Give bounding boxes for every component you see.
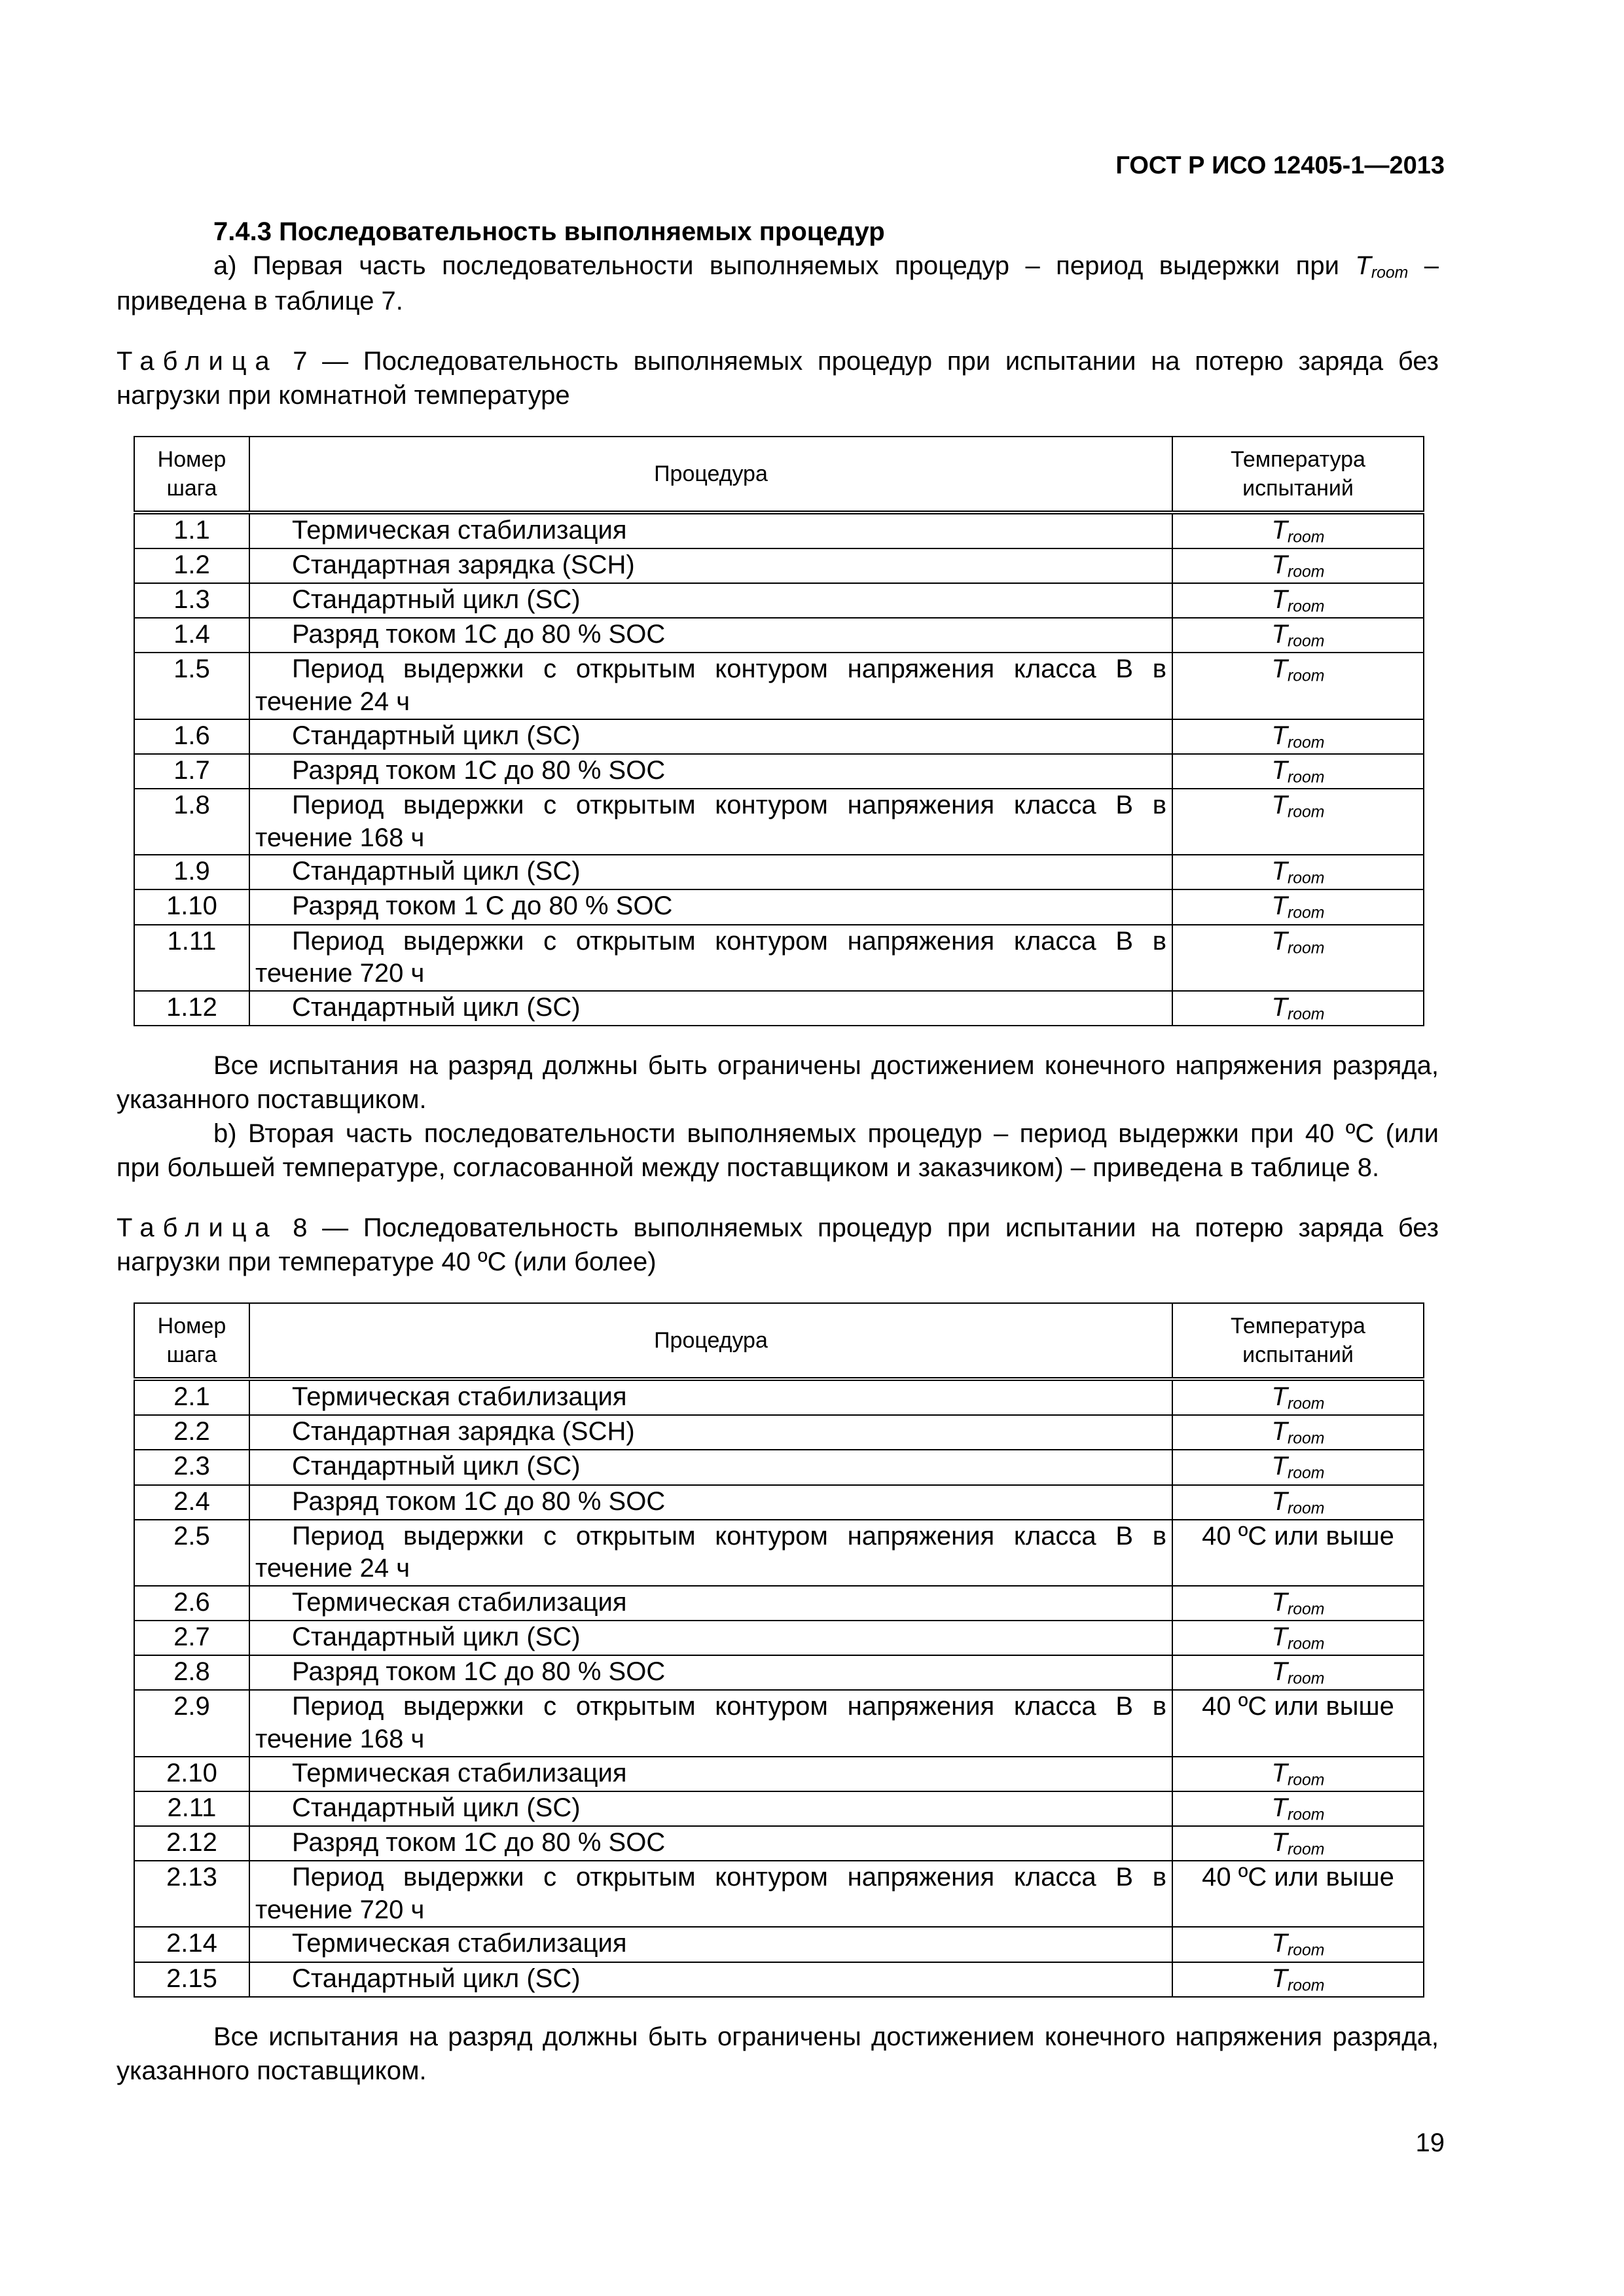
step-temperature: $T_{room}$ <box>1172 1586 1424 1621</box>
step-procedure-cell <box>249 1927 1172 1962</box>
table8-row <box>134 1485 1424 1520</box>
table8-row <box>134 1861 1424 1927</box>
paragraph-a-after: – приведена в таблице 7. <box>117 251 1439 315</box>
step-procedure: Термическая стабилизация <box>292 1929 627 1958</box>
table8-row <box>134 1586 1424 1621</box>
step-temperature: 40 ºС или выше <box>1172 1520 1424 1586</box>
step-number: 1.12 <box>134 991 249 1026</box>
page-content <box>117 215 1439 2088</box>
step-procedure: Разряд током 1C до 80 % SOC <box>292 755 666 785</box>
step-procedure-cell <box>249 618 1172 653</box>
table8-row <box>134 1791 1424 1826</box>
step-procedure-cell <box>249 583 1172 618</box>
step-procedure: Разряд током 1C до 80 % SOC <box>292 1657 666 1687</box>
table7-row <box>134 512 1424 548</box>
section-title: 7.4.3 Последовательность выполняемых процедур <box>213 217 885 246</box>
step-number: 1.9 <box>134 855 249 889</box>
document-code-header: ГОСТ Р ИСО 12405-1—2013 <box>1115 152 1445 179</box>
step-procedure: Стандартный цикл (SC) <box>292 1623 581 1652</box>
step-number: 2.4 <box>134 1485 249 1520</box>
step-number: 1.5 <box>134 653 249 719</box>
table7-header-temp: Температура испытаний <box>1172 437 1424 512</box>
step-temperature: $T_{room}$ <box>1172 1621 1424 1655</box>
step-procedure-cell <box>249 548 1172 583</box>
temp-symbol: T <box>1355 251 1371 280</box>
table8-header-step: Номер шага <box>134 1303 249 1379</box>
step-procedure-cell <box>249 925 1172 991</box>
step-number: 2.10 <box>134 1757 249 1791</box>
step-number: 2.2 <box>134 1415 249 1450</box>
step-procedure: Стандартный цикл (SC) <box>292 992 581 1022</box>
table8-row <box>134 1621 1424 1655</box>
table7-row <box>134 653 1424 719</box>
step-procedure: Период выдержки с открытым контуром напряжения класса В в течение 24 ч <box>255 1521 1166 1583</box>
step-procedure-cell <box>249 1415 1172 1450</box>
table7-row <box>134 719 1424 754</box>
table8-row <box>134 1690 1424 1756</box>
table8-row <box>134 1450 1424 1484</box>
step-procedure-cell <box>249 1655 1172 1690</box>
table8-header-procedure: Процедура <box>249 1303 1172 1379</box>
step-procedure-cell <box>249 719 1172 754</box>
paragraph-b: b) Вторая часть последовательности выполняемых процедур – период выдержки при 40 ºС (или при большей температуре, согласованной между поставщиком и заказчиком) – приведена в таблице 8. <box>117 1119 1439 1182</box>
step-procedure: Разряд током 1C до 80 % SOC <box>292 1828 666 1857</box>
table7-caption-text: 7 — Последовательность выполняемых процедур при испытании на потерю заряда без нагрузки при комнатной температуре <box>117 346 1439 410</box>
step-procedure-cell <box>249 653 1172 719</box>
step-number: 2.15 <box>134 1962 249 1997</box>
step-procedure: Стандартный цикл (SC) <box>292 585 581 615</box>
step-temperature: $T_{room}$ <box>1172 548 1424 583</box>
step-temperature: $T_{room}$ <box>1172 925 1424 991</box>
step-procedure-cell <box>249 789 1172 855</box>
step-procedure: Стандартный цикл (SC) <box>292 1452 581 1481</box>
step-number: 1.1 <box>134 512 249 548</box>
table8-body <box>134 1379 1424 1997</box>
table7-row <box>134 925 1424 991</box>
step-procedure: Стандартный цикл (SC) <box>292 1964 581 1993</box>
step-procedure-cell <box>249 855 1172 889</box>
step-number: 2.3 <box>134 1450 249 1484</box>
step-temperature: $T_{room}$ <box>1172 512 1424 548</box>
step-procedure-cell <box>249 1450 1172 1484</box>
step-procedure-cell <box>249 889 1172 924</box>
table7-row <box>134 754 1424 789</box>
step-number: 1.4 <box>134 618 249 653</box>
step-temperature: $T_{room}$ <box>1172 618 1424 653</box>
step-number: 2.12 <box>134 1826 249 1861</box>
step-procedure-cell <box>249 1861 1172 1927</box>
step-number: 1.2 <box>134 548 249 583</box>
step-procedure: Термическая стабилизация <box>292 515 627 545</box>
step-temperature: $T_{room}$ <box>1172 1655 1424 1690</box>
step-procedure: Термическая стабилизация <box>292 1758 627 1787</box>
step-temperature: $T_{room}$ <box>1172 583 1424 618</box>
step-temperature: $T_{room}$ <box>1172 1826 1424 1861</box>
table8-caption-text: 8 — Последовательность выполняемых процедур при испытании на потерю заряда без нагрузки при температуре 40 ºС (или более) <box>117 1213 1439 1276</box>
table8-note: Все испытания на разряд должны быть ограничены достижением конечного напряжения разряда, указанного поставщиком. <box>117 2022 1439 2085</box>
table7-row <box>134 789 1424 855</box>
table8-header-row <box>134 1303 1424 1379</box>
temp-symbol-sub: room <box>1371 264 1409 282</box>
page-number: 19 <box>1415 2128 1445 2157</box>
table7-caption <box>117 344 1439 412</box>
step-procedure: Стандартный цикл (SC) <box>292 857 581 886</box>
table8-header-temp: Температура испытаний <box>1172 1303 1424 1379</box>
step-temperature: $T_{room}$ <box>1172 1927 1424 1962</box>
step-temperature: $T_{room}$ <box>1172 719 1424 754</box>
step-temperature: $T_{room}$ <box>1172 1962 1424 1997</box>
step-temperature: $T_{room}$ <box>1172 1415 1424 1450</box>
step-temperature: 40 ºС или выше <box>1172 1690 1424 1756</box>
step-procedure-cell <box>249 1690 1172 1756</box>
table8-row <box>134 1826 1424 1861</box>
step-procedure: Разряд током 1C до 80 % SOC <box>292 1486 666 1516</box>
table7-row <box>134 583 1424 618</box>
step-procedure: Стандартная зарядка (SCH) <box>292 550 635 579</box>
step-number: 1.11 <box>134 925 249 991</box>
step-procedure: Стандартная зарядка (SCH) <box>292 1417 635 1446</box>
step-procedure: Стандартный цикл (SC) <box>292 721 581 750</box>
step-number: 1.6 <box>134 719 249 754</box>
paragraph-a-before: a) Первая часть последовательности выполняемых процедур – период выдержки при <box>213 251 1356 280</box>
paragraph-a <box>117 249 1439 318</box>
table7-header-procedure: Процедура <box>249 437 1172 512</box>
step-procedure: Период выдержки с открытым контуром напряжения класса В в течение 168 ч <box>255 791 1166 852</box>
step-procedure: Период выдержки с открытым контуром напряжения класса В в течение 24 ч <box>255 655 1166 717</box>
step-number: 2.14 <box>134 1927 249 1962</box>
table8-row <box>134 1415 1424 1450</box>
step-temperature: 40 ºС или выше <box>1172 1861 1424 1927</box>
step-procedure-cell <box>249 512 1172 548</box>
step-temperature: $T_{room}$ <box>1172 1791 1424 1826</box>
step-number: 1.8 <box>134 789 249 855</box>
step-procedure: Разряд током 1 C до 80 % SOC <box>292 891 673 921</box>
table8 <box>134 1302 1424 1998</box>
step-temperature: $T_{room}$ <box>1172 789 1424 855</box>
step-procedure: Период выдержки с открытым контуром напряжения класса В в течение 720 ч <box>255 1863 1166 1924</box>
step-procedure-cell <box>249 754 1172 789</box>
step-number: 1.3 <box>134 583 249 618</box>
table8-row <box>134 1655 1424 1690</box>
step-number: 2.11 <box>134 1791 249 1826</box>
step-number: 1.10 <box>134 889 249 924</box>
step-procedure: Период выдержки с открытым контуром напряжения класса В в течение 720 ч <box>255 926 1166 988</box>
step-procedure-cell <box>249 1826 1172 1861</box>
step-procedure-cell <box>249 1586 1172 1621</box>
table8-row <box>134 1962 1424 1997</box>
table7-row <box>134 991 1424 1026</box>
step-procedure-cell <box>249 1757 1172 1791</box>
step-temperature: $T_{room}$ <box>1172 653 1424 719</box>
table7 <box>134 436 1424 1026</box>
table7-row <box>134 618 1424 653</box>
table7-header-row <box>134 437 1424 512</box>
step-temperature: $T_{room}$ <box>1172 1757 1424 1791</box>
step-temperature: $T_{room}$ <box>1172 1450 1424 1484</box>
step-procedure-cell <box>249 1485 1172 1520</box>
table7-row <box>134 548 1424 583</box>
step-procedure-cell <box>249 1621 1172 1655</box>
table8-row <box>134 1379 1424 1415</box>
step-number: 2.5 <box>134 1520 249 1586</box>
table8-row <box>134 1520 1424 1586</box>
step-procedure: Разряд током 1C до 80 % SOC <box>292 620 666 649</box>
step-number: 1.7 <box>134 754 249 789</box>
step-number: 2.13 <box>134 1861 249 1927</box>
table7-row <box>134 855 1424 889</box>
step-procedure: Термическая стабилизация <box>292 1382 627 1411</box>
step-procedure: Термическая стабилизация <box>292 1587 627 1617</box>
step-number: 2.8 <box>134 1655 249 1690</box>
step-number: 2.1 <box>134 1379 249 1415</box>
table8-caption-label: Таблица <box>117 1213 278 1242</box>
table7-note: Все испытания на разряд должны быть ограничены достижением конечного напряжения разряда, указанного поставщиком. <box>117 1050 1439 1114</box>
step-number: 2.9 <box>134 1690 249 1756</box>
step-procedure: Период выдержки с открытым контуром напряжения класса В в течение 168 ч <box>255 1692 1166 1754</box>
step-procedure-cell <box>249 1962 1172 1997</box>
step-temperature: $T_{room}$ <box>1172 754 1424 789</box>
step-temperature: $T_{room}$ <box>1172 855 1424 889</box>
step-temperature: $T_{room}$ <box>1172 889 1424 924</box>
step-temperature: $T_{room}$ <box>1172 991 1424 1026</box>
step-procedure: Стандартный цикл (SC) <box>292 1793 581 1822</box>
table7-caption-label: Таблица <box>117 346 278 376</box>
table7-body <box>134 512 1424 1026</box>
step-procedure-cell <box>249 1791 1172 1826</box>
step-temperature: $T_{room}$ <box>1172 1485 1424 1520</box>
step-temperature: $T_{room}$ <box>1172 1379 1424 1415</box>
step-number: 2.7 <box>134 1621 249 1655</box>
step-procedure-cell <box>249 1520 1172 1586</box>
table8-caption <box>117 1211 1439 1279</box>
step-procedure-cell <box>249 1379 1172 1415</box>
table8-row <box>134 1927 1424 1962</box>
table8-row <box>134 1757 1424 1791</box>
step-procedure-cell <box>249 991 1172 1026</box>
step-number: 2.6 <box>134 1586 249 1621</box>
table7-row <box>134 889 1424 924</box>
table7-header-step: Номер шага <box>134 437 249 512</box>
